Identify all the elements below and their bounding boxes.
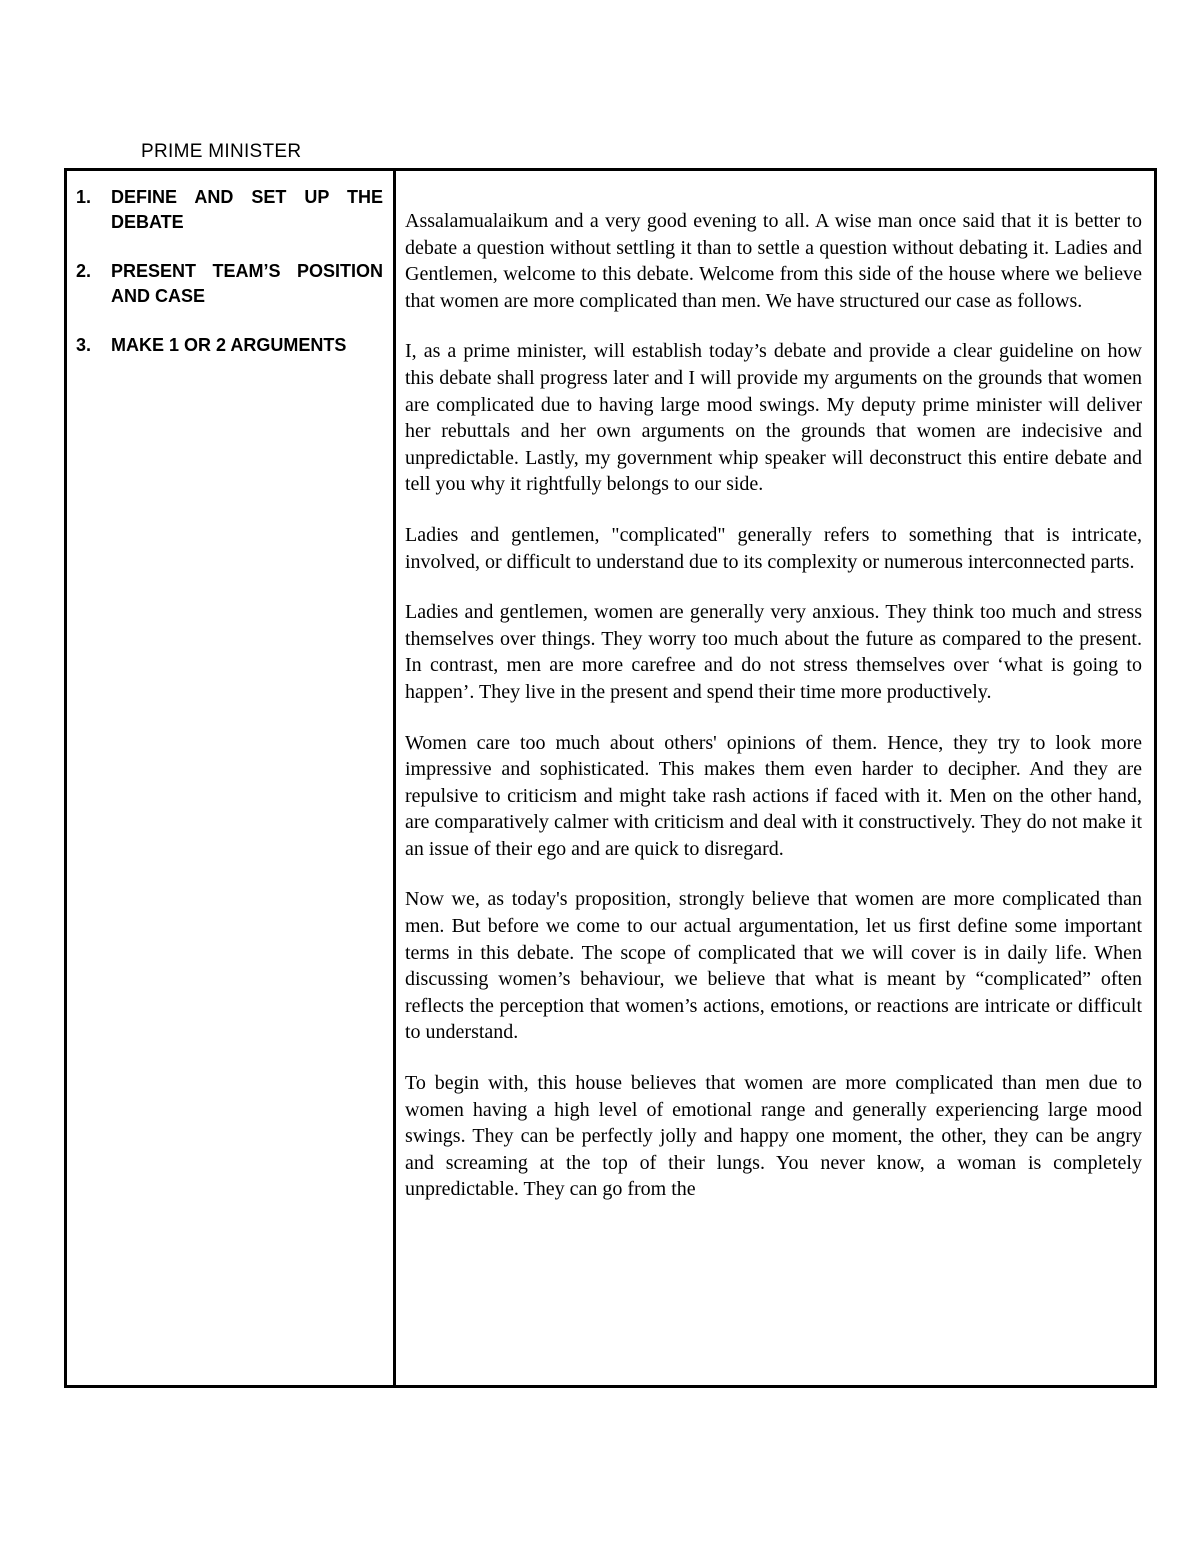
step-text: MAKE 1 OR 2 ARGUMENTS xyxy=(111,335,347,355)
speech-step-3 xyxy=(76,333,383,358)
speech-paragraph-2: I, as a prime minister, will establish today’s debate and provide a clear guideline on how this debate shall progress later and I will provide my arguments on the grounds that women are complicated due to having large mood swings. My deputy prime minister will deliver her rebuttals and her own arguments on the grounds that women are indecisive and unpredictable. Lastly, my government whip speaker will deconstruct this entire debate and tell you why it rightfully belongs to our side. xyxy=(405,340,1142,496)
step-number: 2. xyxy=(76,261,92,281)
speech-paragraph-3: Ladies and gentlemen, "complicated" generally refers to something that is intricate, involved, or difficult to understand due to its complexity or numerous interconnected parts. xyxy=(405,523,1142,573)
speech-paragraph-1: Assalamualaikum and a very good evening to all. A wise man once said that it is better to debate a question without settling it than to settle a question without debating it. Ladies and Gentlemen, welcome to this debate. Welcome from this side of the house where we believe that women are more complicated than men. We have structured our case as follows. xyxy=(405,210,1142,312)
speech-guide-cell xyxy=(66,170,395,1387)
speech-paragraph-4: Ladies and gentlemen, women are generally very anxious. They think too much and stress themselves over things. They worry too much about the future as compared to the present. In contrast, men are more carefree and do not stress themselves over ‘what is going to happen’. They live in the present and spend their time more productively. xyxy=(405,601,1142,703)
table-row xyxy=(66,170,1156,1387)
step-number: 3. xyxy=(76,335,92,355)
page-heading: PRIME MINISTER xyxy=(141,141,302,162)
speech-content-cell xyxy=(395,170,1156,1387)
step-text: DEFINE AND SET UP THE DEBATE xyxy=(111,187,383,232)
speech-step-2 xyxy=(76,259,383,309)
speech-paragraph-7: To begin with, this house believes that women are more complicated than men due to women having a high level of emotional range and generally experiencing large mood swings. They can be perfectly jolly and happy one moment, the other, they can be angry and screaming at the top of their lungs. You never know, a woman is completely unpredictable. They can go from the xyxy=(405,1072,1142,1201)
speech-steps-list xyxy=(67,171,393,358)
speech-table xyxy=(64,168,1157,1388)
step-number: 1. xyxy=(76,187,92,207)
speech-step-1 xyxy=(76,185,383,235)
speech-paragraph-5: Women care too much about others' opinions of them. Hence, they try to look more impressive and sophisticated. This makes them even harder to decipher. And they are repulsive to criticism and might take rash actions if faced with it. Men on the other hand, are comparatively calmer with criticism and deal with it constructively. They do not make it an issue of their ego and are quick to disregard. xyxy=(405,731,1142,860)
speech-paragraph-6: Now we, as today's proposition, strongly believe that women are more complicated than men. But before we come to our actual argumentation, let us first define some important terms in this debate. The scope of complicated that we will cover is in daily life. When discussing women’s behaviour, we believe that what is meant by “complicated” often reflects the perception that women’s actions, emotions, or reactions are intricate or difficult to understand. xyxy=(405,888,1142,1044)
speech-text xyxy=(396,171,1154,1385)
step-text: PRESENT TEAM’S POSITION AND CASE xyxy=(111,261,383,306)
